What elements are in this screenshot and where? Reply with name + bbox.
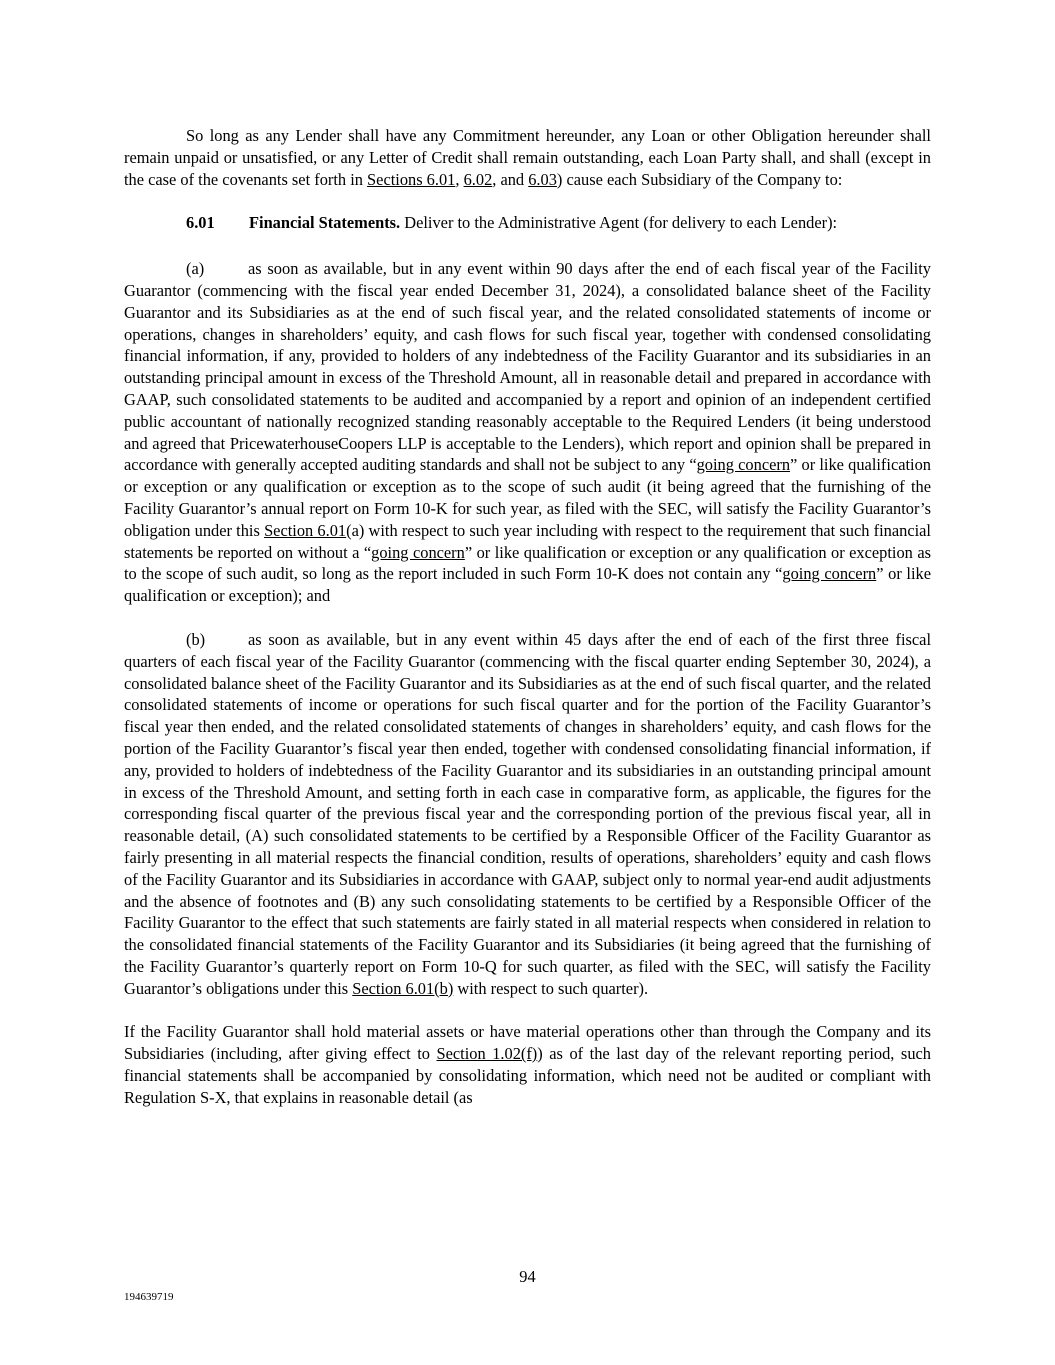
section-number: 6.01 [186,213,215,233]
section-title: Financial Statements. [249,213,401,233]
section-reference-link[interactable]: 6.02 [463,169,493,189]
section-reference-link[interactable]: Section 6.01 [264,520,347,540]
document-id: 194639719 [124,1291,174,1303]
section-heading: 6.01 Financial Statements. Deliver to the Administrative Agent (for delivery to each Lender): [186,213,838,233]
section-reference-link[interactable]: Sections 6.01 [367,169,456,189]
defined-term: going concern [782,564,877,584]
clause-a: (a) as soon as available, but in any event within 90 days after the end of each fiscal year of the Facility Guarantor (commencing with the fiscal year ended December 31, 2024), a consolidated balance sheet of the Facility Guarantor and its Subsidiaries as at the end of such fiscal year, and the related consolidated statements of income or operations, changes in shareholders’ equity, and cash flows for such fiscal year, together with condensed consolidating financial information, if any, provided to holders of any indebtedness of the Facility Guarantor and its subsidiaries in an outstanding principal amount in excess of the Threshold Amount, all in reasonable detail and prepared in accordance with GAAP, such consolidated statements to be audited and accompanied by a report and opinion of an independent certified public accountant of nationally recognized standing reasonably acceptable to the Required Lenders (it being understood and agreed that PricewaterhouseCoopers LLP is acceptable to the Lenders), which report and opinion shall be prepared in accordance with generally accepted auditing standards and shall not be subject to any “going concern” or like qualification or exception or any qualification or exception as to the scope of such audit (it being agreed that the furnishing of the Facility Guarantor’s annual report on Form 10-K for such year, as filed with the SEC, will satisfy the Facility Guarantor’s obligation under this Section 6.01(a) with respect to such year including with respect to the requirement that such financial statements be reported on without a “going concern” or like qualification or exception or any qualification or exception as to the scope of such audit, so long as the report included in such Form 10-K does not contain any “going concern” or like qualification or exception); and [124,259,931,606]
page-number: 94 [519,1267,536,1286]
final-paragraph: If the Facility Guarantor shall hold material assets or have material operations other than through the Company and its Subsidiaries (including, after giving effect to Section 1.02(f)) as of the last day of the relevant reporting period, such financial statements shall be accompanied by consolidating information, which need not be audited or compliant with Regulation S-X, that explains in reasonable detail (as [124,1022,931,1107]
document-body [124,125,931,1131]
section-reference-link[interactable]: Section 1.02(f) [436,1044,538,1064]
intro-paragraph: So long as any Lender shall have any Commitment hereunder, any Loan or other Obligation hereunder shall remain unpaid or unsatisfied, or any Letter of Credit shall remain outstanding, each Loan Party shall, and shall (except in the case of the covenants set forth in Sections 6.01, 6.02, and 6.03) cause each Subsidiary of the Company to: [124,126,931,189]
clause-label: (b) [186,629,206,649]
section-reference-link[interactable]: 6.03 [528,169,557,189]
defined-term: going concern [696,455,791,475]
clause-b: (b) as soon as available, but in any event within 45 days after the end of each of the first three fiscal quarters of each fiscal year of the Facility Guarantor (commencing with the fiscal quarter ending September 30, 2024), a consolidated balance sheet of the Facility Guarantor and its Subsidiaries as at the end of such fiscal quarter, and the related consolidated statements of income or operations for such fiscal quarter and for the portion of the Facility Guarantor’s fiscal year then ended, and the related consolidated statements of changes in shareholders’ equity, and cash flows for the portion of the Facility Guarantor’s fiscal year then ended, together with condensed consolidating financial information, if any, provided to holders of indebtedness of the Facility Guarantor and its subsidiaries in an outstanding principal amount in excess of the Threshold Amount, and setting forth in each case in comparative form, as applicable, the figures for the corresponding fiscal quarter of the previous fiscal year and the corresponding portion of the previous fiscal year, all in reasonable detail, (A) such consolidated statements to be certified by a Responsible Officer of the Facility Guarantor as fairly presenting in all material respects the financial condition, results of operations, shareholders’ equity and cash flows of the Facility Guarantor and its Subsidiaries in accordance with GAAP, subject only to normal year-end audit adjustments and the absence of footnotes and (B) any such consolidating statements to be certified by a Responsible Officer of the Facility Guarantor to the effect that such statements are fairly stated in all material respects when considered in relation to the consolidated financial statements of the Facility Guarantor and its Subsidiaries (it being agreed that the furnishing of the Facility Guarantor’s quarterly report on Form 10-Q for such quarter, as filed with the SEC, will satisfy the Facility Guarantor’s obligations under this Section 6.01(b) with respect to such quarter). [124,629,931,998]
defined-term: going concern [371,542,465,562]
section-reference-link[interactable]: Section 6.01(b) [352,978,454,998]
clause-label: (a) [186,259,205,279]
